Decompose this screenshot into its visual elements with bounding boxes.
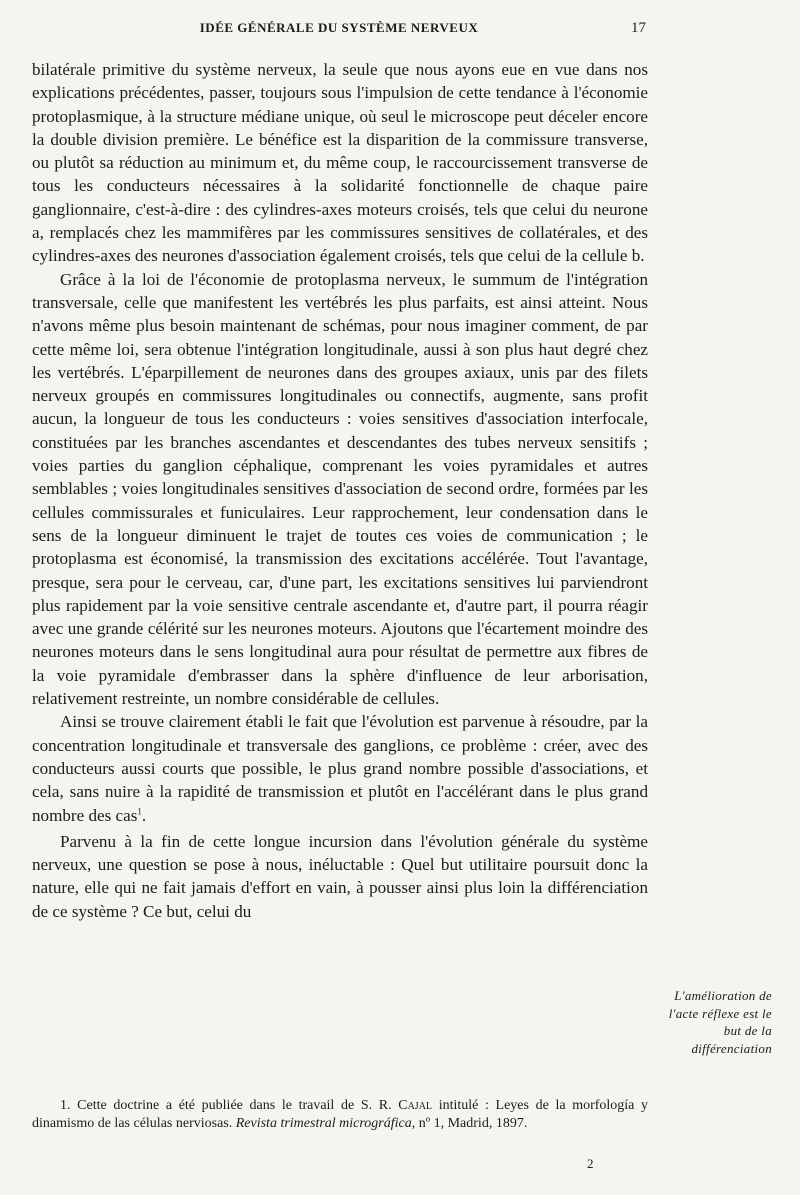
page-header xyxy=(32,18,646,40)
footnote-journal: Revista trimestral micrográfica xyxy=(235,1116,412,1131)
footnote-text: Cette doctrine a été publiée dans le travail de S. R. xyxy=(77,1098,392,1113)
paragraph xyxy=(32,58,648,268)
paragraph xyxy=(32,268,648,711)
footnote-ref[interactable]: 1 xyxy=(137,805,142,816)
paragraph-text: Parvenu à la fin de cette longue incursion dans l'évolution générale du système nerveux, une question se pose à nous, inéluctable : Quel but utilitaire poursuit donc la nature, elle qui ne fait jamais d'effort en vain, à pousser ainsi plus loin la différenciation de ce système ? Ce but, celui du xyxy=(32,831,648,921)
paragraph xyxy=(32,710,648,826)
main-text xyxy=(32,58,648,923)
footnote-author: Cajal xyxy=(398,1098,433,1113)
footnote-number: 1. xyxy=(60,1098,71,1113)
running-head: IDÉE GÉNÉRALE DU SYSTÈME NERVEUX xyxy=(199,20,479,35)
footnote xyxy=(32,1097,648,1133)
footnote-text: , nº 1, Madrid, 1897. xyxy=(411,1116,528,1131)
signature-mark: 2 xyxy=(587,1156,594,1171)
paragraph-text: bilatérale primitive du système nerveux, la seule que nous ayons eue en vue dans nos explications précédentes, passer, toujours sous l'impulsion de cette tendance à l'économie protoplasmique, à la structure médiane unique, où seul le microscope peut déceler encore la double division première. Le bénéfice est la disparition de la commissure transverse, ou plutôt sa réduction au minimum et, du même coup, le raccourcissement transverse de tous les conducteurs nécessaires à la solidarité fonctionnelle de chaque paire ganglionnaire, c'est-à-dire : des cylindres-axes moteurs croisés, tels que celui du neurone a, remplacés chez les mammifères par les commissures sensitives de collatérales, et des cylindres-axes des neurones d'association également croisés, tels que celui de la cellule b. xyxy=(32,60,648,266)
footnote-text: intitulé : Leyes de la morfología y dinamismo de las células nerviosas. xyxy=(32,1098,649,1131)
paragraph xyxy=(32,830,648,923)
margin-note: L'amélioration de l'acte réflexe est le but de la différenciation xyxy=(668,988,772,1056)
paragraph-text: Grâce à la loi de l'économie de protoplasma nerveux, le summum de l'intégration transversale, celle que manifestent les vertébrés les plus parfaits, est ainsi atteint. Nous n'avons même plus besoin maintenant de schémas, pour nous imaginer comment, de par cette même loi, sera obtenue l'intégration longitudinale, aussi à son plus haut degré chez les vertébrés. L'éparpillement de neurones dans des groupes axiaux, unis par des filets nerveux groupés en commissures longitudinales ou connectifs, augmente, sans profit aucun, la longueur de tous les conducteurs : voies sensitives d'association interfocale, constituées par les branches ascendantes et descendantes des tubes nerveux sensitifs ; voies parties du ganglion céphalique, comprenant les voies pyramidales et autres semblables ; voies longitudinales sensitives d'association de second ordre, formées par les cellules commissurales et funiculaires. Leur rapprochement, leur condensation dans le sens de la longueur diminuent le trajet de toutes ces voies de communication ; le protoplasma est économisé, la transmission des excitations accélérée. Tout l'avantage, presque, sera pour le cerveau, car, d'une part, les excitations sensitives lui parviendront plus rapidement par la voie sensitive centrale ascendante et, d'autre part, il pourra réagir avec une grande célérité sur les neurones moteurs. Ajoutons que l'écartement moindre des neurones moteurs dans le sens longitudinal aura pour résultat de permettre aux fibres de la voie pyramidale d'embrasser dans la sphère d'influence de leur arborisation, relativement restreinte, un nombre considérable de cellules. xyxy=(32,269,648,709)
paragraph-tail: . xyxy=(141,805,147,825)
page-number: 17 xyxy=(631,20,646,36)
paragraph-text: Ainsi se trouve clairement établi le fait que l'évolution est parvenue à résoudre, par la concentration longitudinale et transversale des ganglions, ce problème : créer, avec des conducteurs aussi courts que possible, le plus grand nombre possible d'associations, et cela, sans nuire à la rapidité de transmission et plutôt en l'accélérant dans le plus grand nombre des cas xyxy=(32,712,648,825)
